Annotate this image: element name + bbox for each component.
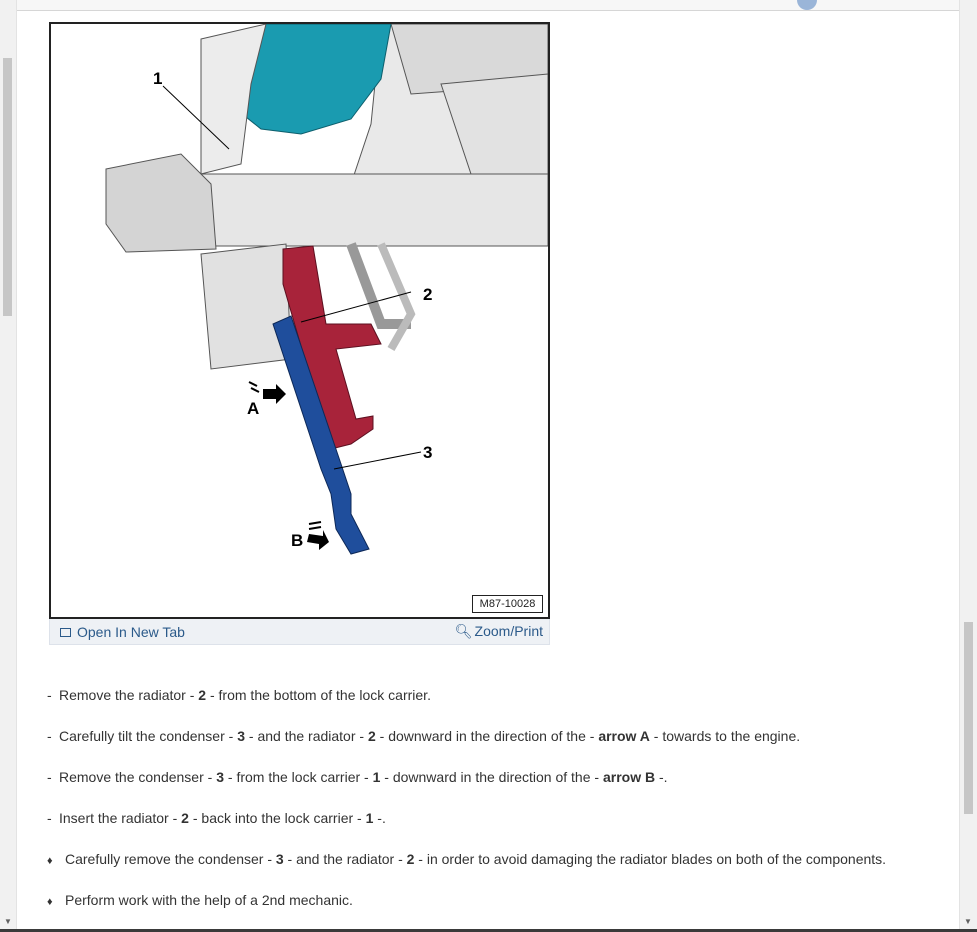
diamond-bullet-icon: ♦ <box>47 896 53 908</box>
step-text: Perform work with the help of a 2nd mechanic. <box>65 892 353 908</box>
step-text: Insert the radiator - <box>59 810 182 826</box>
step-item <box>47 809 947 850</box>
step-text: Remove the condenser - <box>59 769 217 785</box>
dash-bullet: - <box>47 769 52 785</box>
step-reference: 2 <box>367 728 376 744</box>
step-reference: 3 <box>237 728 245 744</box>
top-toolbar-strip <box>17 0 959 11</box>
right-scrollbar-thumb[interactable] <box>964 622 973 814</box>
left-scroll-down-arrow-icon[interactable]: ▼ <box>4 917 12 926</box>
zoom-print-link[interactable] <box>455 622 543 640</box>
right-scrollbar[interactable] <box>959 0 977 932</box>
step-reference: 3 <box>216 769 224 785</box>
step-text: - from the bottom of the lock carrier. <box>206 687 431 703</box>
step-text: Remove the radiator - <box>59 687 199 703</box>
callout-3: 3 <box>423 443 433 462</box>
step-text: - back into the lock carrier - <box>188 810 366 826</box>
arrow-b-label: B <box>291 531 304 550</box>
step-item <box>47 850 947 891</box>
step-text: Carefully remove the condenser - <box>65 851 276 867</box>
step-item <box>47 727 947 768</box>
step-text: - in order to avoid damaging the radiator blades on both of the components. <box>414 851 887 867</box>
dash-bullet: - <box>47 728 52 744</box>
step-item <box>47 686 947 727</box>
open-in-new-tab-label: Open In New Tab <box>77 624 185 640</box>
figure-illustration <box>49 22 550 619</box>
step-reference: arrow B <box>602 769 656 785</box>
step-text: - downward in the direction of the - <box>380 769 603 785</box>
dash-bullet: - <box>47 687 52 703</box>
step-item <box>47 891 947 932</box>
step-text: Carefully tilt the condenser - <box>59 728 238 744</box>
step-reference: 2 <box>198 687 207 703</box>
step-reference: arrow A <box>598 728 650 744</box>
step-text: -. <box>655 769 668 785</box>
step-reference: 1 <box>372 769 381 785</box>
left-scrollbar-thumb[interactable] <box>3 58 12 316</box>
open-new-tab-icon <box>60 628 71 637</box>
step-text: - and the radiator - <box>283 851 407 867</box>
step-reference: 3 <box>275 851 284 867</box>
step-text: - downward in the direction of the - <box>375 728 599 744</box>
step-text: - from the lock carrier - <box>224 769 373 785</box>
callout-2: 2 <box>423 285 433 304</box>
open-in-new-tab-link[interactable] <box>60 623 185 641</box>
step-text: - and the radiator - <box>245 728 368 744</box>
zoom-print-label: Zoom/Print <box>474 623 543 639</box>
step-text: -. <box>373 810 386 826</box>
dash-bullet: - <box>47 810 52 826</box>
step-text: - towards to the engine. <box>649 728 801 744</box>
procedure-steps <box>47 686 947 932</box>
arrow-a-label: A <box>247 399 260 418</box>
left-scrollbar[interactable] <box>0 0 17 932</box>
step-reference: 2 <box>181 810 189 826</box>
figure-drawing <box>51 24 548 617</box>
zoom-icon: 🔍︎ <box>454 623 473 639</box>
step-item <box>47 768 947 809</box>
right-scroll-down-arrow-icon[interactable]: ▼ <box>964 917 972 926</box>
callout-1: 1 <box>153 69 163 88</box>
toolbar-circle-icon[interactable] <box>797 0 817 10</box>
step-reference: 1 <box>365 810 374 826</box>
diamond-bullet-icon: ♦ <box>47 855 53 867</box>
step-reference: 2 <box>406 851 415 867</box>
figure-toolbar <box>49 619 550 645</box>
figure-code: M87-10028 <box>472 595 543 613</box>
